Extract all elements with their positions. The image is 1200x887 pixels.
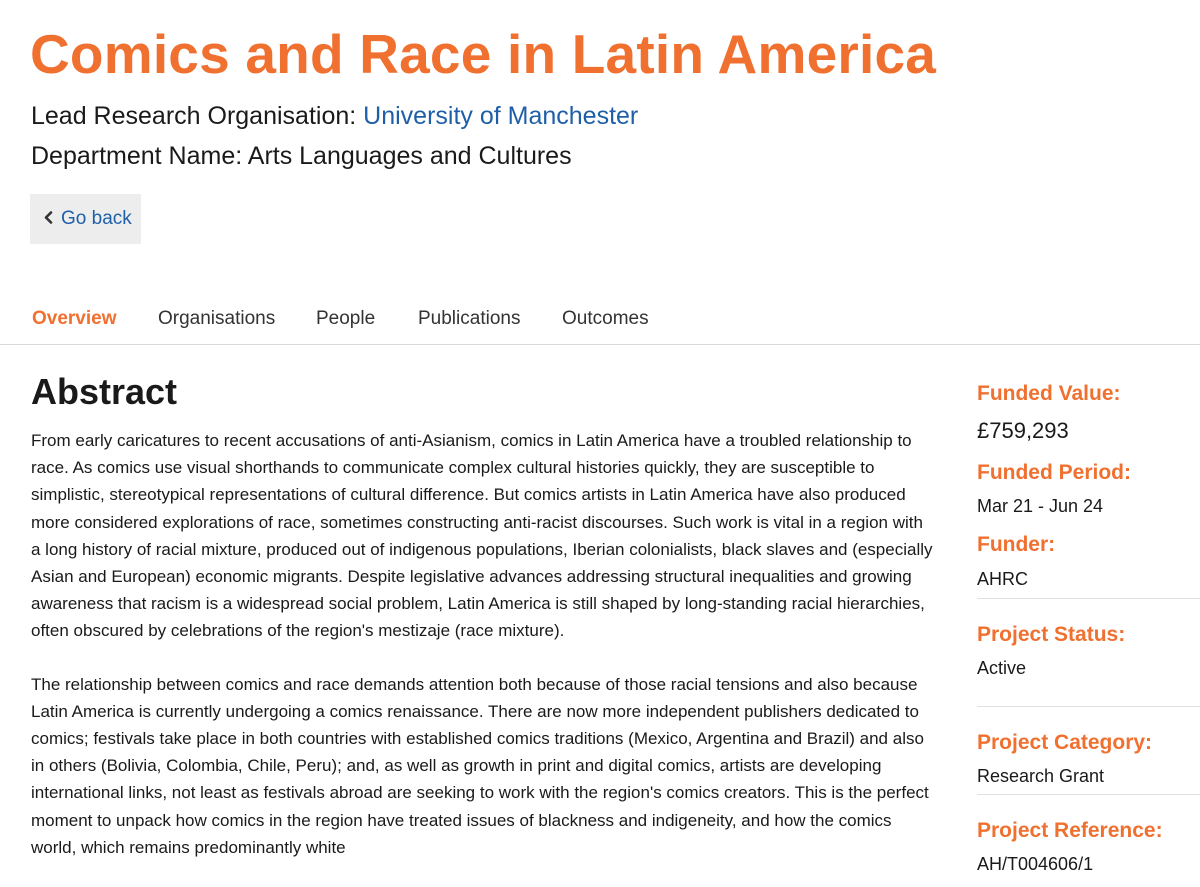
project-reference-label: Project Reference:	[977, 819, 1163, 842]
project-status-label: Project Status:	[977, 623, 1126, 646]
funded-value: £759,293	[977, 418, 1069, 443]
lead-organisation-label: Lead Research Organisation:	[31, 102, 364, 130]
department-label: Department Name:	[31, 142, 248, 170]
abstract-heading: Abstract	[31, 371, 178, 412]
project-tabs	[0, 296, 1200, 345]
project-reference: AH/T004606/1	[977, 854, 1094, 874]
department-name	[31, 141, 572, 171]
lead-organisation-link[interactable]: University of Manchester	[363, 102, 639, 130]
divider	[977, 706, 1200, 707]
funded-period: Mar 21 - Jun 24	[977, 496, 1104, 516]
funded-period-label: Funded Period:	[977, 461, 1131, 484]
abstract-paragraph: The relationship between comics and race demands attention both because of those racial tensions and also because Latin America is currently undergoing a comics renaissance. There are now more independent publishers dedicated to comics; festivals take place in both countries with established comics traditions (Mexico, Argentina and Brazil) and also in others (Bolivia, Colombia, Chile, Peru); and, as well as growth in print and digital comics, artists are developing international links, not least as festivals abroad are seeking to work with the region's comics creators. This is the perfect moment to unpack how comics in the region have treated issues of blackness and indigeneity, and how the comics world, which remains predominantly white	[31, 674, 929, 857]
project-category-label: Project Category:	[977, 731, 1153, 754]
abstract-paragraph: From early caricatures to recent accusations of anti-Asianism, comics in Latin America have a troubled relationship to race. As comics use visual shorthands to communicate complex cultural histories quickly, they are susceptible to simplistic, stereotypical representations of cultural difference. But comics artists in Latin America have also produced more considered explorations of race, sometimes constructing anti-racist discourses. Such work is vital in a region with a long history of racial mixture, produced out of indigenous populations, Iberian colonialists, black slaves and (especially Asian and European) economic migrants. Despite legislative advances addressing structural inequalities and growing awareness that racism is a widespread social problem, Latin America is still shaped by long-standing racial hierarchies, often obscured by celebrations of the region's mestizaje (race mixture).	[31, 431, 933, 641]
go-back-label: Go back	[61, 208, 132, 229]
tab-people[interactable]: People	[316, 308, 376, 329]
tab-organisations[interactable]: Organisations	[158, 308, 276, 329]
funded-value-label: Funded Value:	[977, 382, 1121, 405]
tab-outcomes[interactable]: Outcomes	[562, 308, 649, 329]
chevron-left-icon	[43, 208, 56, 230]
abstract-body	[31, 427, 936, 887]
funder-value: AHRC	[977, 569, 1029, 589]
divider	[977, 598, 1200, 599]
tab-overview[interactable]: Overview	[32, 308, 117, 329]
page-title: Comics and Race in Latin America	[30, 23, 937, 85]
lead-organisation	[31, 101, 638, 131]
tab-publications[interactable]: Publications	[418, 308, 521, 329]
funder-label: Funder:	[977, 533, 1056, 556]
department-value: Arts Languages and Cultures	[247, 142, 572, 170]
divider	[977, 794, 1200, 795]
project-status: Active	[977, 658, 1027, 678]
go-back-button[interactable]	[30, 194, 141, 244]
project-category: Research Grant	[977, 766, 1105, 786]
